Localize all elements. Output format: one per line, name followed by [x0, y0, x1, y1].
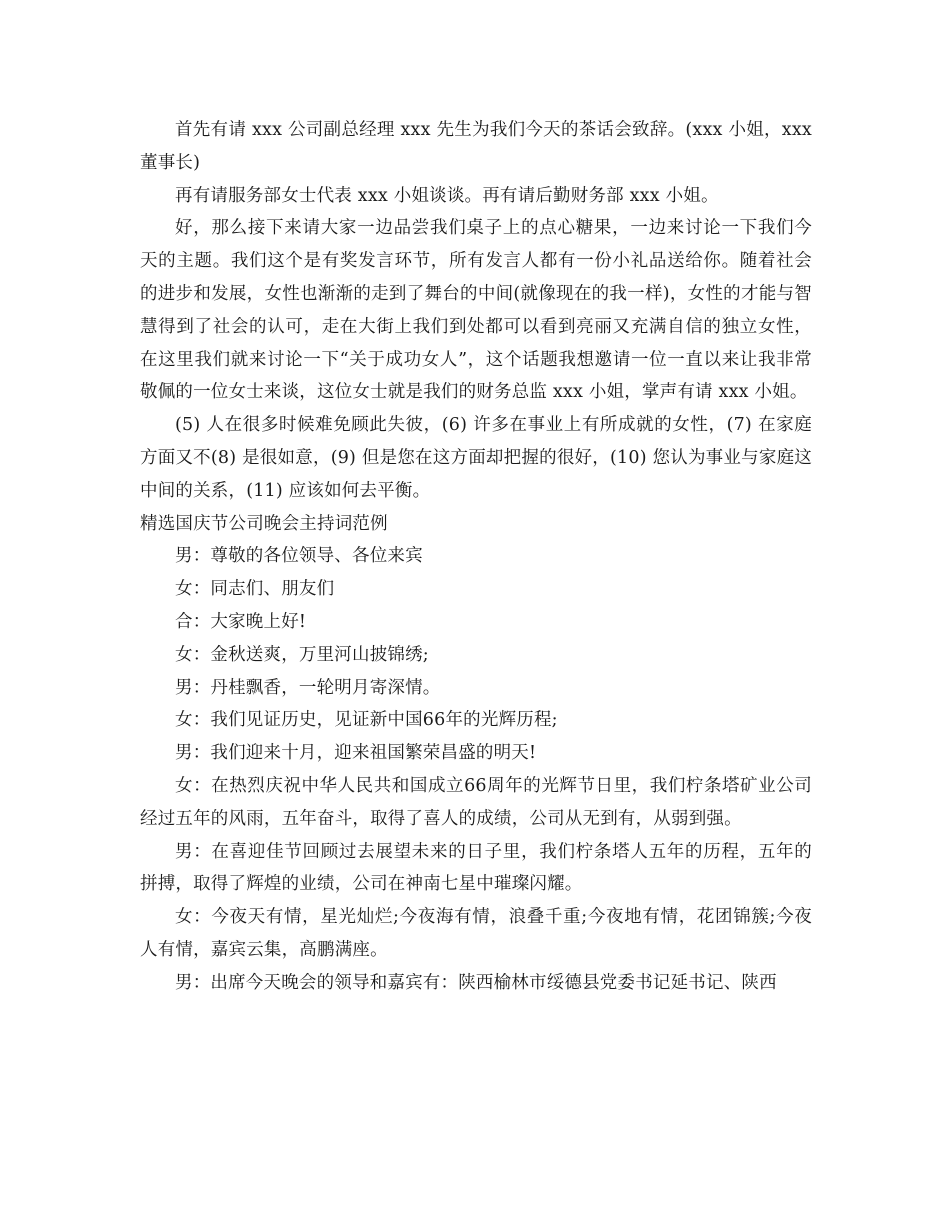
dialogue-line: 男：我们迎来十月，迎来祖国繁荣昌盛的明天! — [175, 743, 537, 764]
paragraph-numbered-questions: (5) 人在很多时候难免顾此失彼，(6) 许多在事业上有所成就的女性，(7) 在家庭方面又不(8) 是很如意，(9) 但是您在这方面却把握的很好，(10) 您认为事业与家庭这中间的关系，(11) 应该如何去平衡。 — [140, 415, 812, 501]
dialogue-line: 男：丹桂飘香，一轮明月寄深情。 — [175, 677, 441, 698]
document-body — [140, 114, 812, 1000]
dialogue-line: 男：出席今天晚会的领导和嘉宾有：陕西榆林市绥德县党委书记延书记、陕西 — [175, 972, 777, 993]
dialogue-line: 女：同志们、朋友们 — [175, 579, 335, 600]
dialogue-line: 男：在喜迎佳节回顾过去展望未来的日子里，我们柠条塔人五年的历程，五年的拼搏，取得了辉煌的业绩，公司在神南七星中璀璨闪耀。 — [140, 841, 812, 895]
dialogue-line: 男：尊敬的各位领导、各位来宾 — [175, 546, 423, 567]
section-heading: 精选国庆节公司晚会主持词范例 — [140, 513, 388, 534]
dialogue-line: 女：今夜天有情，星光灿烂;今夜海有情，浪叠千重;今夜地有情，花团锦簇;今夜人有情，嘉宾云集，高鹏满座。 — [140, 907, 812, 960]
dialogue-line: 女：金秋送爽，万里河山披锦绣; — [175, 644, 429, 665]
paragraph-service-dept-invite: 再有请服务部女士代表 xxx 小姐谈谈。再有请后勤财务部 xxx 小姐。 — [175, 185, 719, 206]
paragraph-discussion-topic: 好，那么接下来请大家一边品尝我们桌子上的点心糖果，一边来讨论一下我们今天的主题。我们这个是有奖发言环节，所有发言人都有一份小礼品送给你。随着社会的进步和发展，女性也渐渐的走到了舞台的中间(就像现在的我一样)，女性的才能与智慧得到了社会的认可，走在大街上我们到处都可以看到亮丽又充满自信的独立女性，在这里我们就来讨论一下“关于成功女人”，这个话题我想邀请一位一直以来让我非常敬佩的一位女士来谈，这位女士就是我们的财务总监 xxx 小姐，掌声有请 xxx 小姐。 — [140, 218, 812, 403]
paragraph-tea-party-opening: 首先有请 xxx 公司副总经理 xxx 先生为我们今天的茶话会致辞。(xxx 小姐，xxx 董事长) — [140, 120, 812, 173]
dialogue-line: 合：大家晚上好! — [175, 611, 307, 632]
dialogue-line: 女：我们见证历史，见证新中国66年的光辉历程; — [175, 710, 558, 731]
dialogue-line: 女：在热烈庆祝中华人民共和国成立66周年的光辉节日里，我们柠条塔矿业公司经过五年的风雨，五年奋斗，取得了喜人的成绩，公司从无到有，从弱到强。 — [140, 775, 812, 829]
